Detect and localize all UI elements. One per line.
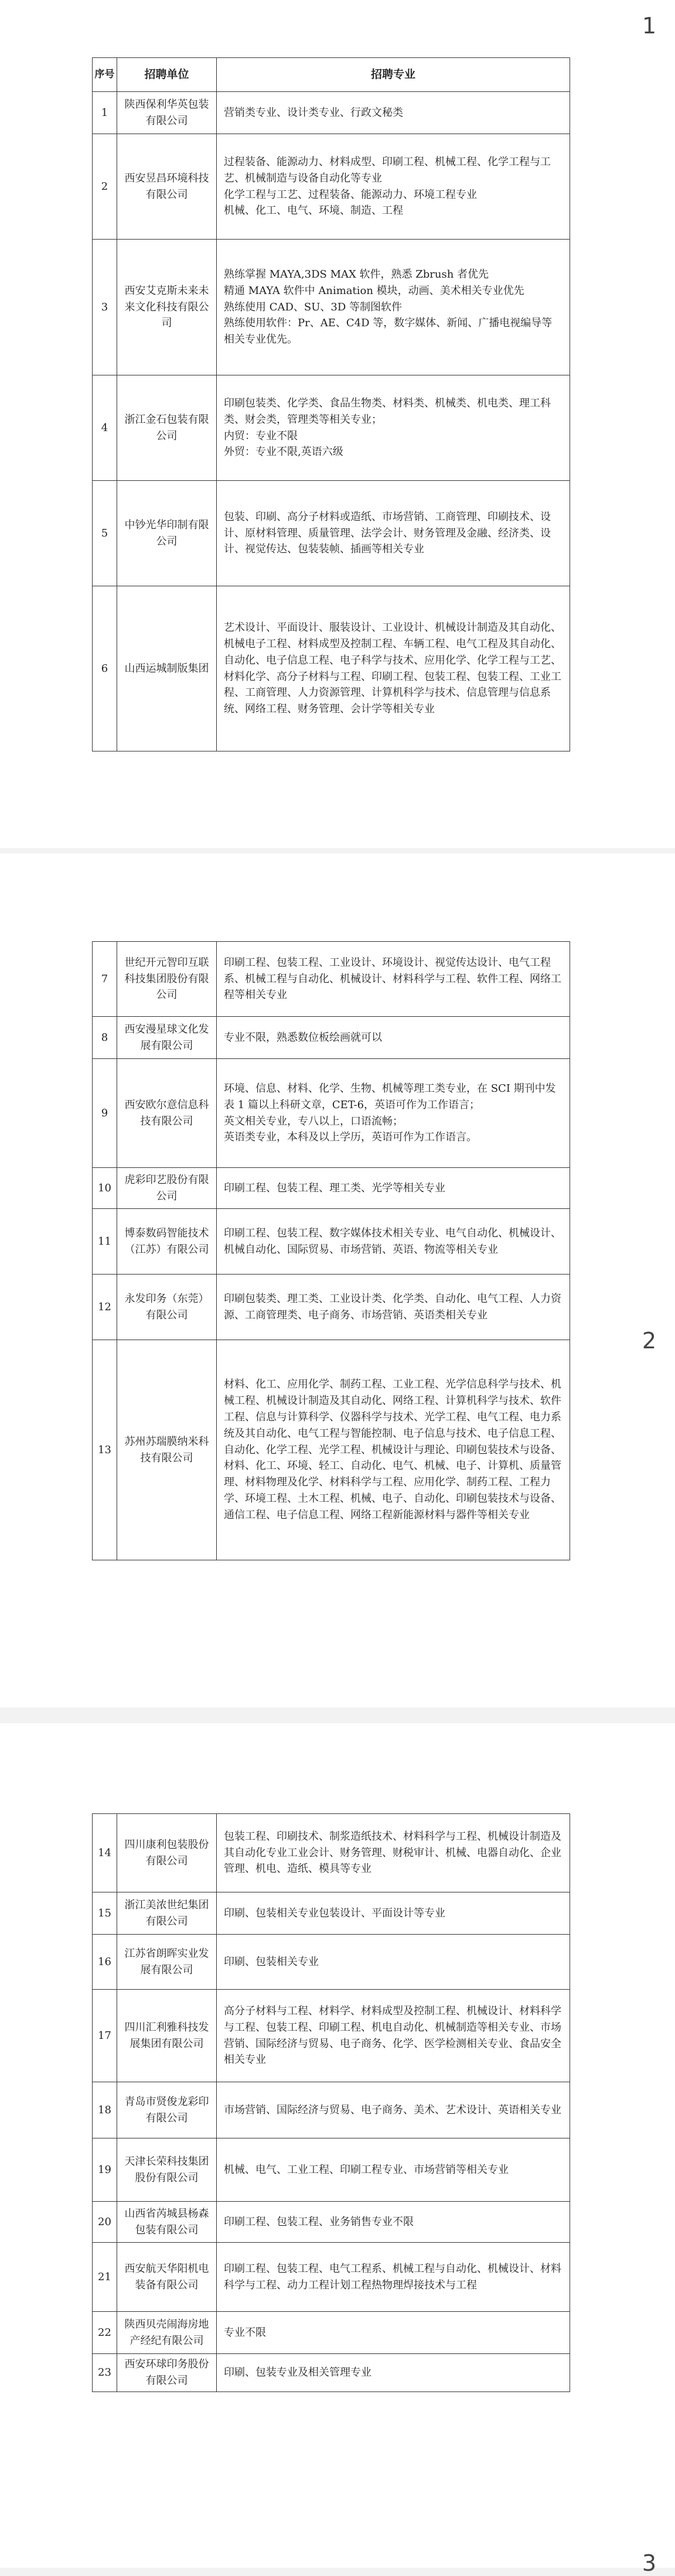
page-number: 2 [642,1328,656,1354]
company-name: 西安环球印务股份有限公司 [117,2354,217,2392]
major-line: 包装工程、印刷技术、制浆造纸技术、材料科学与工程、机械设计制造及其自动化专业工业会计、财务管理、财税审计、机械、电器自动化、企业管理、机电、造纸、模具等专业 [224,1830,561,1875]
major-line: 过程装备、能源动力、材料成型、印刷工程、机械工程、化学工程与工艺、机械制造与设备自动化等专业 [224,155,551,185]
major-line: 英语类专业，本科及以上学历，英语可作为工作语言。 [224,1131,477,1144]
major-requirements [217,586,570,751]
company-name: 西安航天华阳机电装备有限公司 [117,2243,217,2312]
table-header-row [93,58,570,92]
major-line: 熟练使用 CAD、SU、3D 等制图软件 [224,300,403,313]
company-name: 西安欧尔意信息科技有限公司 [117,1059,217,1168]
major-line: 熟练使用软件：Pr、AE、C4D 等，数字媒体、新闻、广播电视编导等相关专业优先。 [224,317,553,346]
major-line: 印刷工程、包装工程、业务销售专业不限 [224,2215,414,2228]
row-number: 19 [93,2138,117,2202]
table-row [93,375,570,481]
table-row [93,1892,570,1935]
company-name: 四川康利包装股份有限公司 [117,1814,217,1892]
company-name: 世纪开元智印互联科技集团股份有限公司 [117,942,217,1017]
row-number: 15 [93,1892,117,1935]
row-number: 23 [93,2354,117,2392]
recruitment-table [92,1813,570,2392]
company-name: 苏州苏瑞膜纳米科技有限公司 [117,1340,217,1560]
major-line: 印刷包装类、化学类、食品生物类、材料类、机械类、机电类、理工科类、财会类，管理类等相关专业； [224,397,551,426]
major-requirements [217,2082,570,2138]
row-number: 10 [93,1168,117,1209]
company-name: 江苏省朗晖实业发展有限公司 [117,1935,217,1990]
row-number: 17 [93,1990,117,2082]
major-line: 包装、印刷、高分子材料或造纸、市场营销、工商管理、印刷技术、设计、原材料管理、质量管理、法学会计、财务管理及金融、经济类、设计、视觉传达、包装装帧、插画等相关专业 [224,510,551,556]
table-row [93,1275,570,1340]
major-requirements [217,1990,570,2082]
major-line: 印刷、包装专业及相关管理专业 [224,2366,371,2379]
page-1 [0,0,675,848]
major-line: 印刷、包装相关专业 [224,1955,319,1968]
major-requirements [217,1340,570,1560]
table-row [93,92,570,134]
row-number: 20 [93,2202,117,2243]
major-line: 环境、信息、材料、化学、生物、机械等理工类专业，在 SCI 期刊中发表 1 篇以上科研文章，CET-6，英语可作为工作语言； [224,1082,556,1111]
major-line: 高分子材料与工程、材料学、材料成型及控制工程、机械设计、材料科学与工程、包装工程、印刷工程、机电自动化、机械制造等相关专业、市场营销、国际经济与贸易、电子商务、化学、医学检测相关专业、食品安全相关专业 [224,2004,561,2066]
company-name: 青岛市贤俊龙彩印有限公司 [117,2082,217,2138]
company-name: 陕西贝壳闹海房地产经纪有限公司 [117,2312,217,2354]
table-row [93,1814,570,1892]
major-requirements [217,1814,570,1892]
header-no: 序号 [93,58,117,92]
major-requirements [217,942,570,1017]
page-3 [0,1723,675,2576]
major-line: 熟练掌握 MAYA,3DS MAX 软件，熟悉 Zbrush 者优先 [224,268,489,281]
company-name: 山西省芮城县杨森包装有限公司 [117,2202,217,2243]
major-line: 材料、化工、应用化学、制药工程、工业工程、光学信息科学与技术、机械工程、机械设计制造及其自动化、网络工程、计算机科学与技术、软件工程、信息与计算科学、仪器科学与技术、光学工程、电气工程、电力系统及其自动化、电气工程与智能控制、电子信息与技术、电子信息工程、自动化、化学工程、光学工程、机械设计与理论、印刷包装技术与设备、材料、化工、环境、轻工、自动化、电气、机械、电子、计算机、质量管理、材料物理及化学、材料科学与工程、应用化学、制药工程、工程力学、环境工程、土木工程、机械、电子、自动化、印刷包装技术与设备、通信工程、电子信息工程、网络工程新能源材料与器件等相关专业 [224,1378,561,1522]
major-line: 外贸：专业不限,英语六级 [224,446,343,459]
row-number: 8 [93,1017,117,1059]
company-name: 浙江金石包装有限公司 [117,375,217,481]
company-name: 陕西保利华英包装有限公司 [117,92,217,134]
major-requirements [217,1209,570,1275]
major-line: 印刷工程、包装工程、电气工程系、机械工程与自动化、机械设计、材料科学与工程、动力工程计划工程热物理焊接技术与工程 [224,2262,561,2291]
table-row [93,1935,570,1990]
header-major: 招聘专业 [217,58,570,92]
table-row [93,586,570,751]
row-number: 9 [93,1059,117,1168]
major-line: 机械、电气、工业工程、印刷工程专业、市场营销等相关专业 [224,2163,509,2176]
table-row [93,2354,570,2392]
major-line: 专业不限 [224,2326,266,2339]
row-number: 3 [93,240,117,375]
company-name: 虎彩印艺股份有限公司 [117,1168,217,1209]
major-requirements [217,240,570,375]
company-name: 西安昱昌环境科技有限公司 [117,134,217,240]
company-name: 浙江美浓世纪集团有限公司 [117,1892,217,1935]
table-row [93,481,570,586]
recruitment-table [92,941,570,1560]
major-requirements [217,2202,570,2243]
recruitment-table [92,57,570,751]
table-row [93,134,570,240]
table-row [93,2312,570,2354]
major-requirements [217,2138,570,2202]
table-body [93,1814,570,2392]
company-name: 西安艾克斯未来未来文化科技有限公司 [117,240,217,375]
major-line: 印刷工程、包装工程、数字媒体技术相关专业、电气自动化、机械设计、机械自动化、国际贸易、市场营销、英语、物流等相关专业 [224,1226,561,1256]
page-2 [0,853,675,1707]
major-line: 印刷工程、包装工程、工业设计、环境设计、视觉传达设计、电气工程系、机械工程与自动化、机械设计、材料科学与工程、软件工程、网络工程等相关专业 [224,956,561,1002]
table-row [93,2243,570,2312]
table-row [93,1168,570,1209]
table-row [93,1340,570,1560]
row-number: 18 [93,2082,117,2138]
major-line: 内贸：专业不限 [224,429,298,442]
row-number: 13 [93,1340,117,1560]
major-requirements [217,481,570,586]
major-requirements [217,1017,570,1059]
company-name: 博泰数码智能技术（江苏）有限公司 [117,1209,217,1275]
major-requirements [217,2354,570,2392]
row-number: 22 [93,2312,117,2354]
company-name: 西安漫星球文化发展有限公司 [117,1017,217,1059]
table-row [93,1209,570,1275]
company-name: 山西运城制版集团 [117,586,217,751]
major-line: 艺术设计、平面设计、服装设计、工业设计、机械设计制造及其自动化、机械电子工程、材料成型及控制工程、车辆工程、电气工程及其自动化、自动化、电子信息工程、电子科学与技术、应用化学、化学工程与工艺、材料化学、高分子材料与工程、印刷工程、包装工程、包装工程、工业工程、工商管理、人力资源管理、计算机科学与技术、信息管理与信息系统、网络工程、财务管理、会计学等相关专业 [224,621,561,716]
row-number: 14 [93,1814,117,1892]
major-line: 精通 MAYA 软件中 Animation 模块，动画、美术相关专业优先 [224,284,524,297]
major-requirements [217,1168,570,1209]
row-number: 4 [93,375,117,481]
row-number: 1 [93,92,117,134]
table-row [93,2082,570,2138]
major-line: 机械、化工、电气、环境、制造、工程 [224,204,403,217]
major-requirements [217,2243,570,2312]
row-number: 6 [93,586,117,751]
major-line: 英文相关专业，专八以上，口语流畅； [224,1115,403,1128]
table-row [93,1990,570,2082]
company-name: 天津长荣科技集团股份有限公司 [117,2138,217,2202]
page-number: 3 [642,2550,656,2576]
table-body [93,942,570,1560]
major-requirements [217,1059,570,1168]
major-requirements [217,375,570,481]
major-requirements [217,2312,570,2354]
header-company: 招聘单位 [117,58,217,92]
row-number: 2 [93,134,117,240]
major-line: 营销类专业、设计类专业、行政文秘类 [224,106,403,119]
table-row [93,2138,570,2202]
table-row [93,1059,570,1168]
major-requirements [217,1935,570,1990]
major-line: 印刷包装类、理工类、工业设计类、化学类、自动化、电气工程、人力资源、工商管理类、电子商务、市场营销、英语类相关专业 [224,1292,561,1321]
page-number: 1 [642,13,656,39]
row-number: 5 [93,481,117,586]
row-number: 12 [93,1275,117,1340]
company-name: 四川汇利雅科技发展集团有限公司 [117,1990,217,2082]
major-line: 市场营销、国际经济与贸易、电子商务、美术、艺术设计、英语相关专业 [224,2103,561,2116]
major-line: 印刷、包装相关专业包装设计、平面设计等专业 [224,1907,445,1919]
major-line: 印刷工程、包装工程、理工类、光学等相关专业 [224,1181,445,1194]
table-row [93,240,570,375]
major-requirements [217,92,570,134]
table-row [93,2202,570,2243]
row-number: 7 [93,942,117,1017]
company-name: 永发印务（东莞）有限公司 [117,1275,217,1340]
company-name: 中钞光华印制有限公司 [117,481,217,586]
table-body [93,92,570,751]
table-row [93,1017,570,1059]
major-line: 专业不限，熟悉数位板绘画就可以 [224,1031,382,1044]
row-number: 16 [93,1935,117,1990]
major-requirements [217,1892,570,1935]
major-requirements [217,1275,570,1340]
row-number: 11 [93,1209,117,1275]
row-number: 21 [93,2243,117,2312]
major-requirements [217,134,570,240]
major-line: 化学工程与工艺、过程装备、能源动力、环境工程专业 [224,188,477,201]
table-row [93,942,570,1017]
